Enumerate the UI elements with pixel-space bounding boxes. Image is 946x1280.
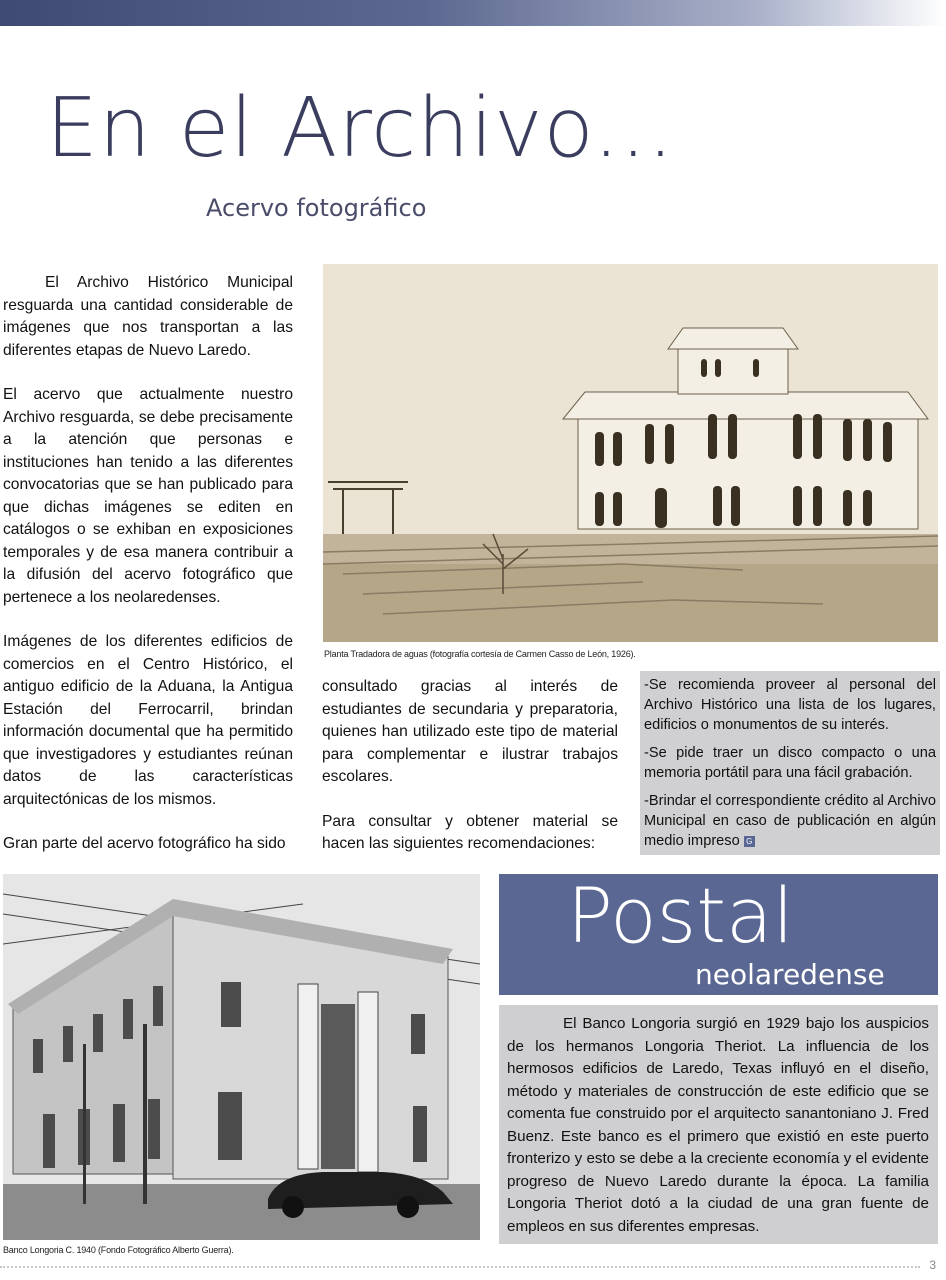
bank-longoria-caption: Banco Longoria C. 1940 (Fondo Fotográfico Alberto Guerra). (3, 1245, 234, 1255)
intro-paragraph-4: Gran parte del acervo fotográfico ha sido (3, 835, 286, 852)
intro-paragraph-3: Imágenes de los diferentes edificios de comercios en el Centro Histórico, el antiguo edificio de la Aduana, la Antigua Estación del Ferrocarril, brindan información documental que ha permitido que investigadores y estudiantes reúnan datos de las características arquitectónicas de los mismos. (3, 633, 293, 808)
bank-longoria-illustration (3, 874, 480, 1240)
recommendation-1: -Se recomienda proveer al personal del Archivo Histórico una lista de los lugares, edificios o monumentos de su interés. (644, 677, 936, 733)
postal-subtitle: neolaredense (695, 958, 885, 991)
water-plant-illustration (323, 264, 938, 642)
footer-divider (0, 1266, 920, 1268)
postal-banner (499, 871, 938, 995)
col2-paragraph-1: consultado gracias al interés de estudiantes de secundaria y preparatoria, quienes han utilizado este tipo de material para complementar e ilustrar trabajos escolares. (322, 678, 618, 785)
postal-text-box (499, 1005, 938, 1244)
page-number: 3 (929, 1258, 936, 1272)
col2-paragraph-2: Para consultar y obtener material se hacen las siguientes recomendaciones: (322, 812, 618, 852)
intro-paragraph-2: El acervo que actualmente nuestro Archivo resguarda, se debe precisamente a la atención que personas e instituciones han tenido a las diferentes convocatorias que se han publicado para que dichas imágenes se editen en catálogos o se exhiban en exposiciones temporales y de esa manera contribuir a la difusión del acervo fotográfico que pertenece a los neolaredenses. (3, 386, 293, 606)
intro-column (3, 272, 293, 856)
bank-longoria-photo (3, 874, 480, 1240)
recommendation-3-text: -Brindar el correspondiente crédito al Archivo Municipal en caso de publicación en algún medio impreso (644, 793, 936, 849)
recommendations-box (640, 671, 940, 855)
end-mark-icon: G (744, 836, 755, 847)
header-color-bar (0, 0, 946, 26)
postal-title: Postal (567, 871, 794, 960)
page-subtitle: Acervo fotográfico (206, 194, 427, 222)
intro-paragraph-1: El Archivo Histórico Municipal resguarda una cantidad considerable de imágenes que nos transportan a las diferentes etapas de Nuevo Laredo. (3, 274, 293, 359)
water-plant-photo (323, 264, 938, 642)
page-title: En el Archivo... (46, 81, 675, 176)
water-plant-caption: Planta Tradadora de aguas (fotografía cortesía de Carmen Casso de León, 1926). (324, 649, 636, 659)
recommendation-2: -Se pide traer un disco compacto o una memoria portátil para una fácil grabación. (644, 745, 936, 781)
recommendation-3 (644, 791, 936, 851)
second-column (322, 676, 618, 856)
postal-paragraph: El Banco Longoria surgió en 1929 bajo los auspicios de los hermanos Longoria Theriot. La influencia de los hermosos edificios de Laredo, Texas influyó en el diseño, método y materiales de construcción de este edificio que se comenta fue construido por el arquitecto sanantoniano J. Fred Buenz. Este banco es el primero que existió en este puerto fronterizo y esto se debe a la creciente economía y el evidente progreso de Nuevo Laredo durante la época. La familia Longoria Theriot dotó a la ciudad de una gran fuente de empleos en sus diferentes empresas. (507, 1015, 929, 1235)
